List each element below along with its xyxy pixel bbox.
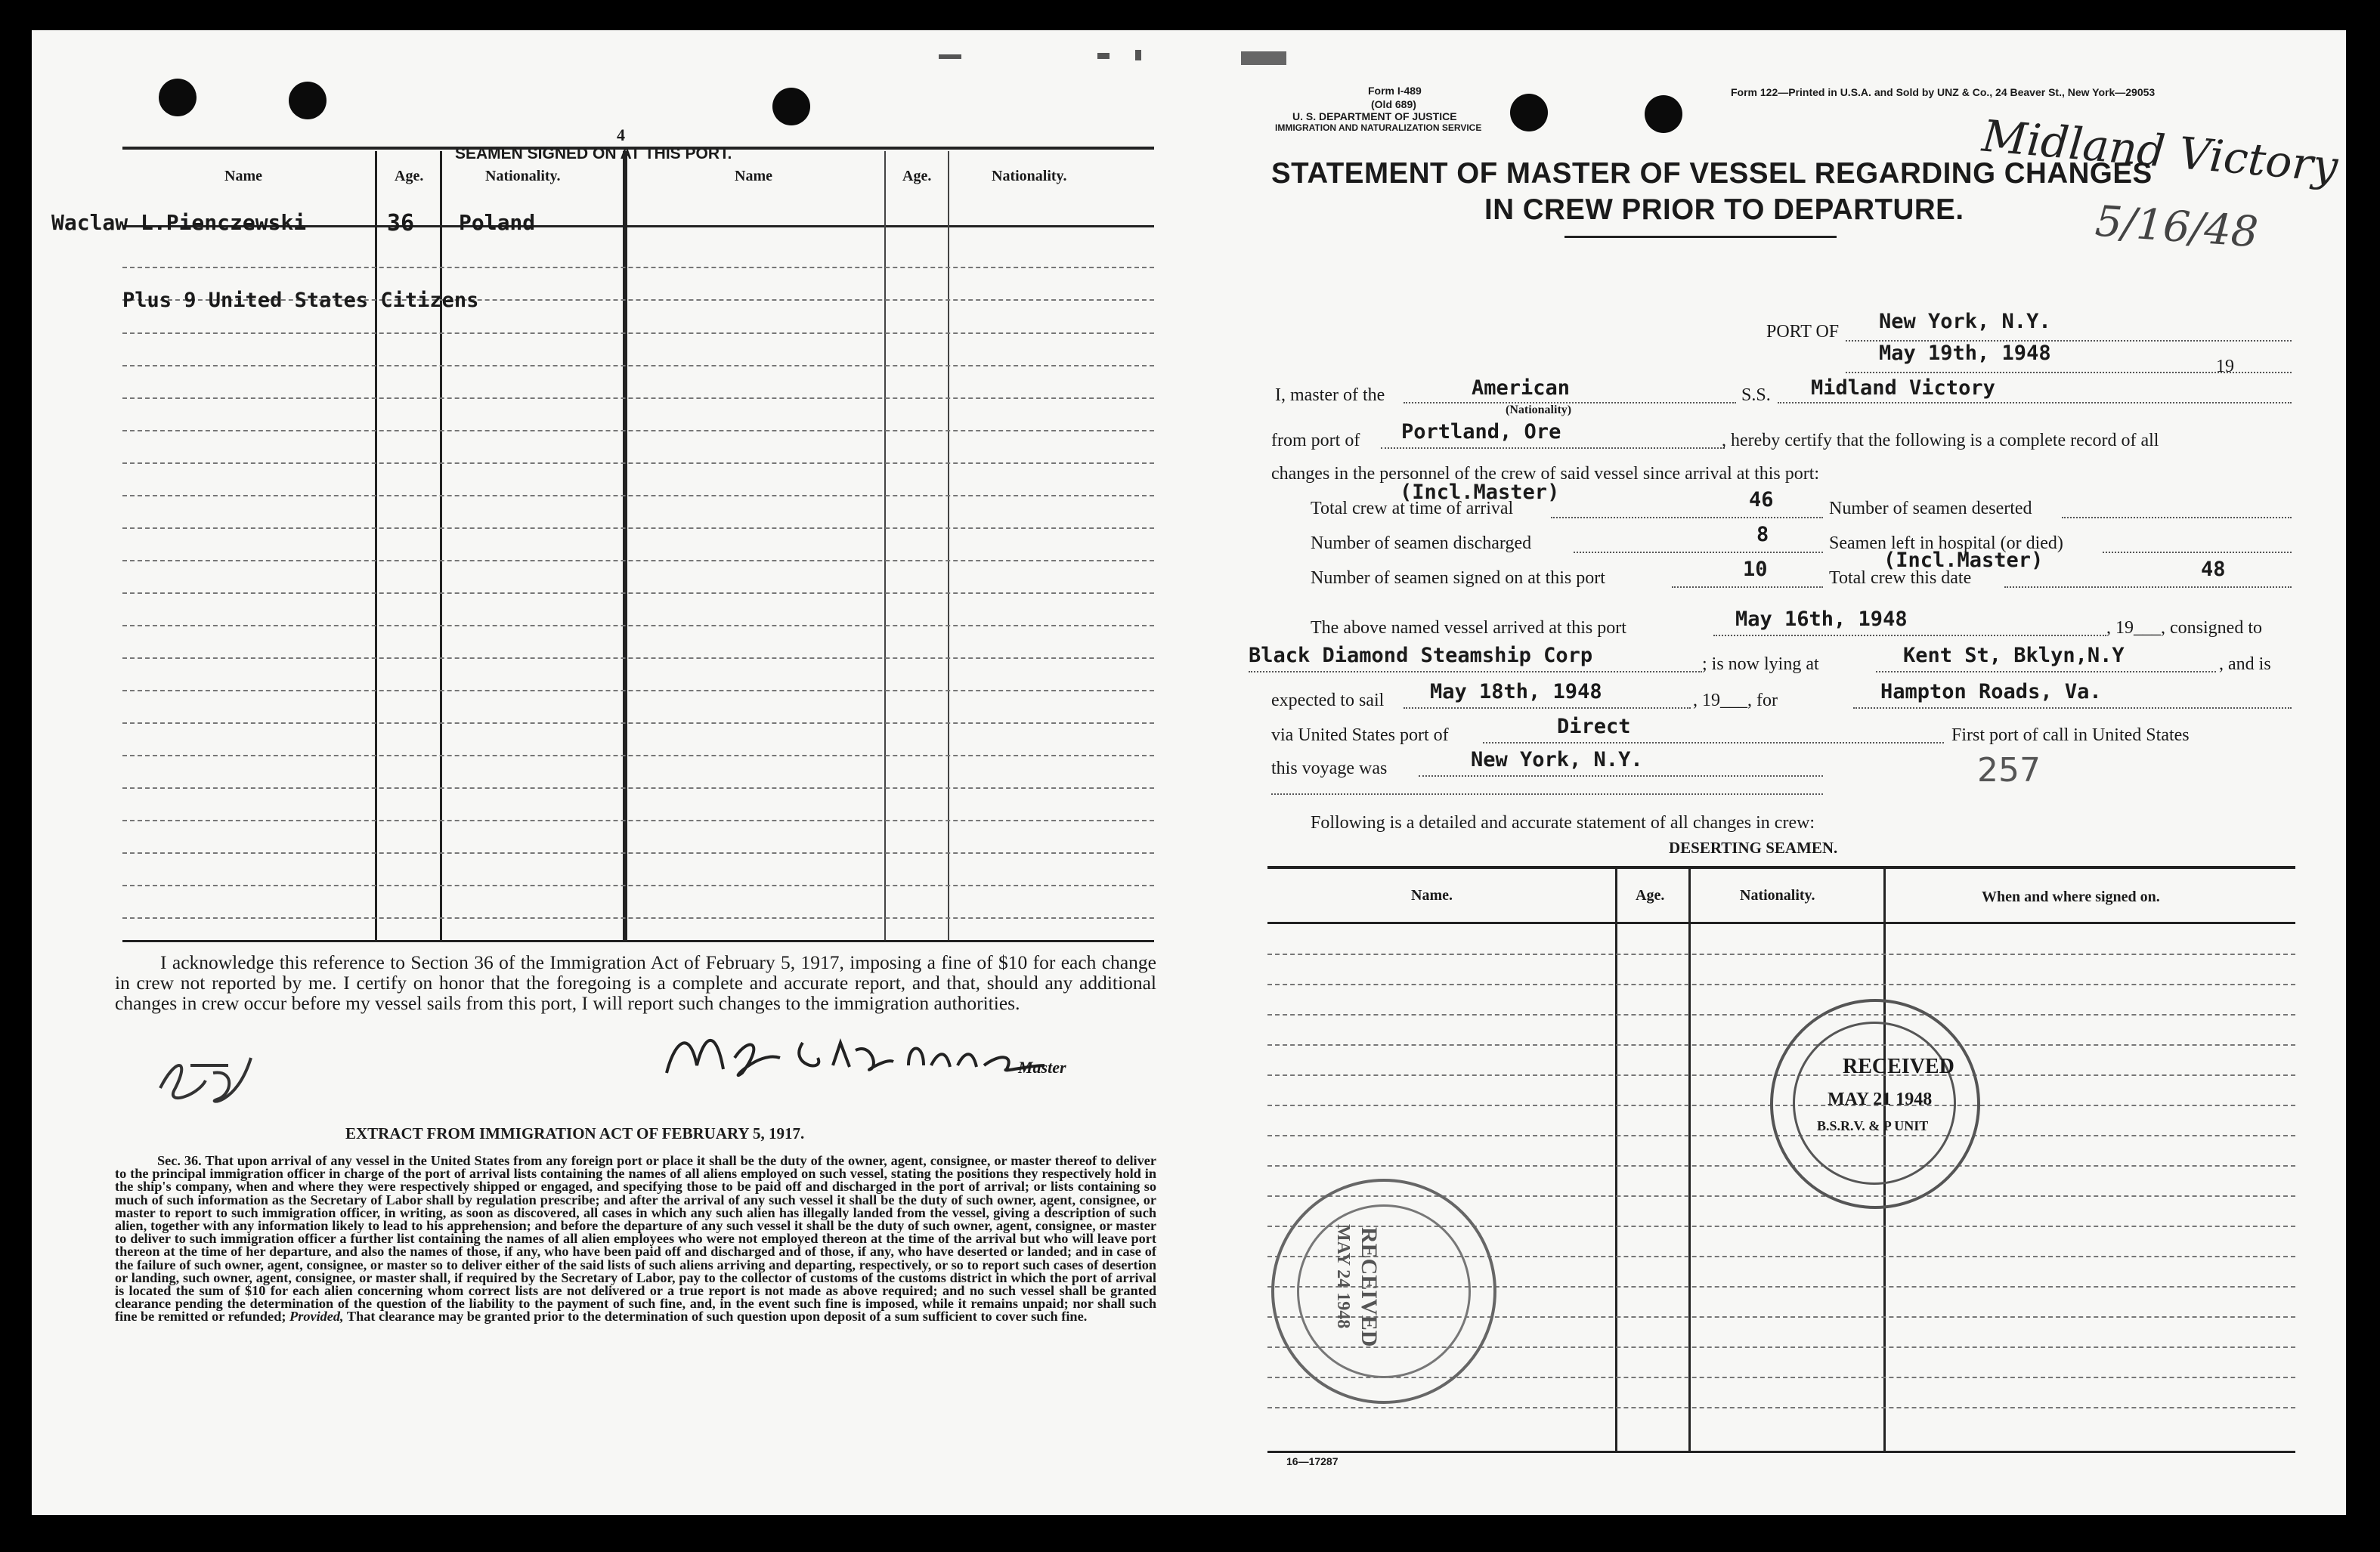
received-stamp-a xyxy=(1770,999,1980,1209)
punch-hole xyxy=(159,79,197,116)
total-date-label: Total crew this date xyxy=(1829,568,1972,588)
total-arrival-value: 46 xyxy=(1749,488,1774,512)
initials-mark xyxy=(145,1035,266,1118)
total-date-value: 48 xyxy=(2201,558,2226,581)
table-row-note: Plus 9 United States Citizens xyxy=(122,289,479,312)
proviso-word: Provided, xyxy=(289,1309,344,1325)
stamp-b-text: RECEIVED xyxy=(1357,1227,1382,1347)
port-value: New York, N.Y. xyxy=(1879,310,2051,333)
signed-on-label: Number of seamen signed on at this port xyxy=(1311,568,1605,588)
following-text: Following is a detailed and accurate statement of all changes in crew: xyxy=(1311,813,1815,833)
for-label: , 19___, for xyxy=(1693,691,1778,710)
received-stamp-b xyxy=(1271,1179,1496,1404)
stamp-a-date: MAY 21 1948 xyxy=(1828,1090,1933,1109)
extract-body: That upon arrival of any vessel in the United States from any foreign port or place it shall be the duty of the owner, agent, consignee, or master thereof to deliver to the principal immigration officer in charge of the port of arrival lists containing the names of all aliens employed on such vessel, stating the positions they respectively hold in the ship's company, when and where they were respectively shipped or engaged, and specifying those to be paid off and discharged in the port of arrival; or lists containing so much of such information as the Secretary of Labor shall by regulation prescribe; and after the arrival of any such vessel it shall be the duty of such owner, agent, consignee, or master to report to such immigration officer, in writing, as soon as discovered, all cases in which any such alien has illegally landed from the vessel, giving a description of such alien, together with any information likely to lead to his apprehension; and before the departure of any such vessel it shall be the duty of such owner, agent, consignee, or master to deliver to such immigration officer a further list containing the names of all alien employees who were not employed thereon at the time of the arrival but who will leave port thereon at the time of her departure, and also the names of those, if any, who have been paid off and discharged and of those, if any, who have deserted or landed; and in case of the failure of such owner, agent, consignee, or master so to deliver either of the said lists of such aliens arriving and departing, respectively, or so to report such cases of desertion or landing, such owner, agent, consignee, or master shall, if required by the Secretary of Labor, pay to the collector of customs of the customs district in which the port of arrival is located the sum of $10 for each alien concerning whom correct lists are not delivered or a true report is not made as above required; and no such vessel shall be granted clearance pending the determination of the question of the liability to the payment of such fine, and, in the event such fine is imposed, while it remains unpaid; nor shall such fine be remitted or refunded; xyxy=(115,1153,1157,1325)
consigned-label: , 19___, consigned to xyxy=(2106,618,2262,638)
col-header-nationality-2: Nationality. xyxy=(992,168,1067,184)
hospital-label: Seamen left in hospital (or died) xyxy=(1829,533,2063,553)
via-value: Direct xyxy=(1557,715,1631,738)
via-label: via United States port of xyxy=(1271,725,1449,745)
document-sheet xyxy=(32,30,2346,1515)
service: IMMIGRATION AND NATURALIZATION SERVICE xyxy=(1275,122,1482,133)
col-header-name-2: Name xyxy=(735,168,772,184)
from-port-value: Portland, Ore xyxy=(1401,420,1561,444)
incl-master-note: (Incl.Master) xyxy=(1400,481,1560,504)
form-title-line1: STATEMENT OF MASTER OF VESSEL REGARDING CHANGES xyxy=(1271,157,2153,190)
statement-date: May 19th, 1948 xyxy=(1879,342,2051,365)
ss-label: S.S. xyxy=(1741,385,1771,405)
voyage-value: New York, N.Y. xyxy=(1471,748,1643,771)
table-row-nationality: Poland xyxy=(459,210,536,235)
certify-text: , hereby certify that the following is a complete record of all xyxy=(1722,431,2159,450)
form-old-id: (Old 689) xyxy=(1371,98,1416,110)
discharged-value: 8 xyxy=(1756,523,1769,546)
handwritten-vessel-name: Midland Victory xyxy=(1979,110,2340,193)
department: U. S. DEPARTMENT OF JUSTICE xyxy=(1292,110,1457,122)
col-header-name: Name xyxy=(224,168,262,184)
changes-text: changes in the personnel of the crew of said vessel since arrival at this port: xyxy=(1271,464,1820,484)
table-row-age: 36 xyxy=(387,210,415,237)
arrived-label: The above named vessel arrived at this port xyxy=(1311,618,1626,638)
signed-on-value: 10 xyxy=(1743,558,1768,581)
deserting-title: DESERTING SEAMEN. xyxy=(1669,839,1838,857)
deserting-col-name: Name. xyxy=(1411,887,1453,904)
deserting-col-age: Age. xyxy=(1636,887,1665,904)
total-arrival-label: Total crew at time of arrival xyxy=(1311,499,1514,518)
section-label: Sec. 36. xyxy=(157,1153,202,1168)
left-table-title: SEAMEN SIGNED ON AT THIS PORT. xyxy=(455,145,732,162)
deserting-col-signed-on: When and where signed on. xyxy=(1982,889,2160,905)
footer-code: 16—17287 xyxy=(1286,1455,1339,1467)
acknowledgment-text: I acknowledge this reference to Section 36 of the Immigration Act of February 5, 1917, imposing a fine of $10 for each change in crew not reported by me. I certify on honor that the foregoing is a complete and accurate report, and that, should any additional changes in crew occur before my vessel sails from this port, I will report such changes to the immigration authorities. xyxy=(115,951,1156,1014)
expected-label: expected to sail xyxy=(1271,691,1385,710)
stamp-a-text: RECEIVED xyxy=(1843,1055,1954,1078)
table-row-name: Waclaw L.Pienczewski xyxy=(51,210,307,235)
destination-value: Hampton Roads, Va. xyxy=(1880,680,2102,703)
consignee-value: Black Diamond Steamship Corp xyxy=(1249,644,1593,667)
voyage-label: this voyage was xyxy=(1271,759,1388,778)
master-of-label: I, master of the xyxy=(1275,385,1385,405)
extract-title: EXTRACT FROM IMMIGRATION ACT OF FEBRUARY 5, 1917. xyxy=(345,1124,805,1142)
page-number: 4 xyxy=(617,125,625,144)
punch-hole xyxy=(772,88,810,125)
extract-text xyxy=(115,1155,1156,1324)
port-label: PORT OF xyxy=(1766,322,1840,342)
nationality-value: American xyxy=(1472,376,1571,400)
lying-value: Kent St, Bklyn,N.Y xyxy=(1903,644,2125,667)
arrived-value: May 16th, 1948 xyxy=(1735,608,1908,631)
nationality-caption: (Nationality) xyxy=(1506,403,1572,416)
deserted-label: Number of seamen deserted xyxy=(1829,499,2032,518)
expected-value: May 18th, 1948 xyxy=(1430,680,1602,703)
from-port-label: from port of xyxy=(1271,431,1360,450)
first-port-label: First port of call in United States xyxy=(1951,725,2190,745)
printer-line: Form 122—Printed in U.S.A. and Sold by UNZ & Co., 24 Beaver St., New York—29053 xyxy=(1731,86,2156,98)
form-id: Form I-489 xyxy=(1368,85,1422,97)
vessel-value: Midland Victory xyxy=(1811,376,1995,400)
stamp-b-date: MAY 24 1948 xyxy=(1333,1224,1353,1329)
discharged-label: Number of seamen discharged xyxy=(1311,533,1532,553)
master-label: Master xyxy=(1018,1058,1066,1077)
lying-label: ; is now lying at xyxy=(1702,654,1819,674)
proviso-text: That clearance may be granted prior to the determination of such question upon deposit of a sum sufficient to cover such fine. xyxy=(346,1309,1088,1325)
col-header-nationality: Nationality. xyxy=(485,168,561,184)
col-header-age: Age. xyxy=(395,168,424,184)
handwritten-date: 5/16/48 xyxy=(2093,196,2260,258)
master-signature xyxy=(651,1013,1075,1096)
form-title-line2: IN CREW PRIOR TO DEPARTURE. xyxy=(1484,193,1964,226)
year-suffix: 19 xyxy=(2216,357,2234,376)
punch-hole xyxy=(1645,95,1682,133)
handwritten-number: 257 xyxy=(1977,751,2041,790)
punch-hole xyxy=(1510,94,1548,131)
deserting-col-nationality: Nationality. xyxy=(1740,887,1815,904)
incl-master-note-2: (Incl.Master) xyxy=(1883,549,2044,572)
stamp-a-unit: B.S.R.V. & P UNIT xyxy=(1817,1118,1929,1133)
col-header-age-2: Age. xyxy=(902,168,932,184)
punch-hole xyxy=(289,82,327,119)
and-is-label: , and is xyxy=(2219,654,2271,674)
